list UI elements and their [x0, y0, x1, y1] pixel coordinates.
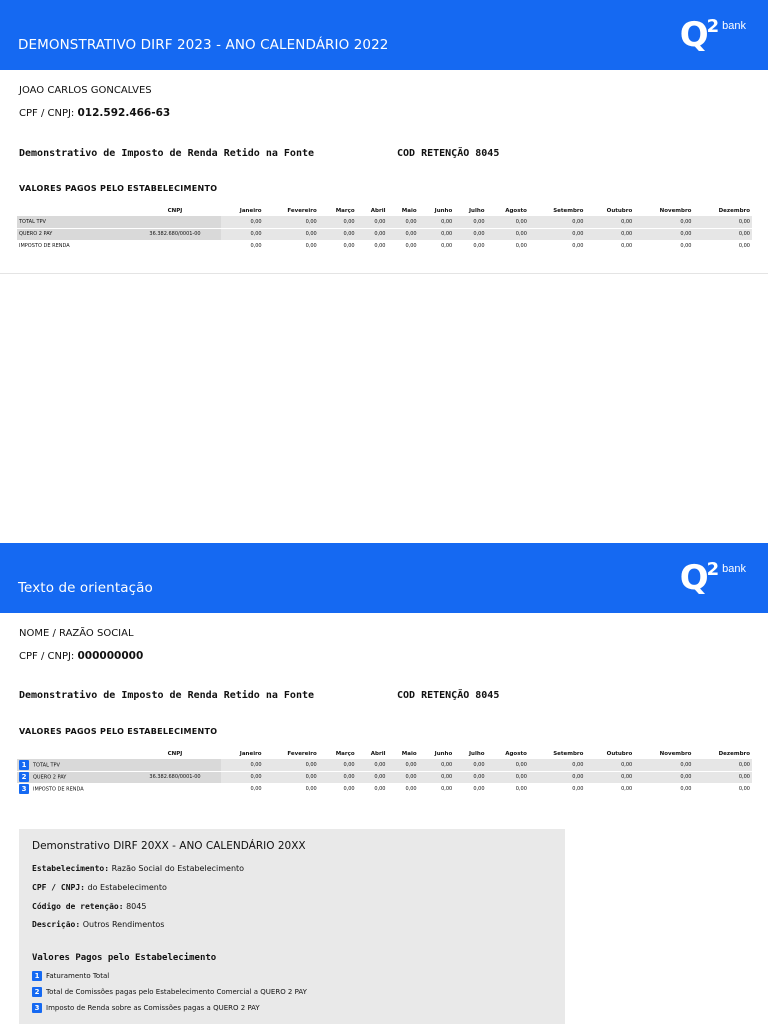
value-cell: 0,00: [529, 240, 586, 252]
value-cell: 0,00: [454, 759, 486, 771]
q2bank-logo: [679, 558, 746, 598]
guide-item: [32, 971, 109, 981]
page2-cpf-value: 000000000: [77, 650, 144, 662]
value-cell: 0,00: [693, 216, 752, 228]
page2-cpf: [19, 650, 143, 662]
value-cell: 0,00: [585, 216, 634, 228]
value-cell: 0,00: [387, 228, 418, 240]
logo-2: 2: [706, 559, 720, 580]
value-cell: 0,00: [634, 240, 693, 252]
value-cell: 0,00: [634, 216, 693, 228]
value-cell: 0,00: [221, 771, 264, 783]
cnpj-cell: [129, 216, 221, 228]
month-header: Junho: [434, 208, 453, 214]
value-cell: 0,00: [693, 759, 752, 771]
row-label-text: IMPOSTO DE RENDA: [19, 243, 70, 249]
page-divider: [0, 273, 768, 274]
value-cell: 0,00: [319, 216, 357, 228]
value-cell: 0,00: [634, 759, 693, 771]
guide-codigo: [32, 902, 146, 911]
row-label: [17, 228, 129, 240]
page1-cod-retencao: COD RETENÇÃO 8045: [397, 148, 500, 159]
value-cell: 0,00: [387, 216, 418, 228]
value-cell: 0,00: [454, 240, 486, 252]
number-badge-icon: 2: [32, 987, 42, 997]
value-cell: 0,00: [419, 783, 455, 795]
page1-cpf: [19, 107, 170, 119]
month-header: Dezembro: [718, 751, 750, 757]
guide-cpf: [32, 883, 167, 892]
value-cell: 0,00: [487, 240, 529, 252]
guide-item-text: Total de Comissões pagas pelo Estabelecimento Comercial a QUERO 2 PAY: [46, 988, 307, 996]
cnpj-cell: [129, 759, 221, 771]
value-cell: 0,00: [529, 771, 586, 783]
cnpj-cell: 36.382.680/0001-00: [129, 228, 221, 240]
page2-values-table: [17, 751, 752, 796]
value-cell: 0,00: [221, 240, 264, 252]
page2-section-title: VALORES PAGOS PELO ESTABELECIMENTO: [19, 727, 218, 736]
cnpj-cell: 36.382.680/0001-00: [129, 771, 221, 783]
month-header: Fevereiro: [287, 208, 317, 214]
row-label: [17, 783, 129, 795]
value-cell: 0,00: [487, 228, 529, 240]
value-cell: 0,00: [264, 216, 319, 228]
guide-title: Demonstrativo DIRF 20XX - ANO CALENDÁRIO 20XX: [32, 840, 306, 852]
guide-estabelecimento: [32, 864, 244, 873]
value-cell: 0,00: [264, 228, 319, 240]
value-cell: 0,00: [357, 216, 388, 228]
value-cell: 0,00: [529, 783, 586, 795]
month-header: Setembro: [553, 208, 584, 214]
month-header: Maio: [401, 751, 417, 757]
row-label-text: TOTAL TPV: [33, 762, 60, 769]
page1-cpf-label: CPF / CNPJ:: [19, 108, 75, 119]
month-header: Abril: [370, 208, 386, 214]
guide-item-text: Faturamento Total: [46, 972, 110, 980]
month-header: Novembro: [659, 208, 692, 214]
value-cell: 0,00: [693, 771, 752, 783]
value-cell: 0,00: [387, 771, 418, 783]
q2bank-logo: [679, 15, 746, 55]
month-header: Novembro: [659, 751, 692, 757]
value-cell: 0,00: [419, 228, 455, 240]
value-cell: 0,00: [319, 783, 357, 795]
month-header: Abril: [370, 751, 386, 757]
month-header: Outubro: [606, 208, 633, 214]
table-header-row: [17, 208, 752, 216]
value-cell: 0,00: [221, 216, 264, 228]
value-cell: 0,00: [585, 783, 634, 795]
guide-descricao: [32, 920, 164, 929]
page1-name: JOAO CARLOS GONCALVES: [19, 85, 152, 96]
value-cell: 0,00: [419, 759, 455, 771]
page2-header: [0, 543, 768, 613]
row-label-text: QUERO 2 PAY: [33, 774, 67, 781]
value-cell: 0,00: [585, 759, 634, 771]
page1-section-title: VALORES PAGOS PELO ESTABELECIMENTO: [19, 184, 218, 193]
value-cell: 0,00: [357, 759, 388, 771]
row-label: [17, 759, 129, 771]
guide-cpf-value: do Estabelecimento: [87, 883, 167, 892]
month-header: Outubro: [606, 751, 633, 757]
page2-cod-retencao: COD RETENÇÃO 8045: [397, 690, 500, 701]
guide-valores-title: Valores Pagos pelo Estabelecimento: [32, 953, 217, 963]
table-row: [17, 216, 752, 228]
row-label: [17, 240, 129, 252]
cnpj-header: CNPJ: [167, 751, 183, 757]
value-cell: 0,00: [319, 228, 357, 240]
row-label-text: QUERO 2 PAY: [19, 231, 53, 237]
guide-codigo-label: Código de retenção:: [32, 902, 124, 911]
row-label-header: [17, 751, 129, 759]
page1-header-title: DEMONSTRATIVO DIRF 2023 - ANO CALENDÁRIO 2022: [18, 37, 389, 53]
value-cell: 0,00: [454, 771, 486, 783]
month-header: Junho: [434, 751, 453, 757]
value-cell: 0,00: [487, 216, 529, 228]
value-cell: 0,00: [487, 783, 529, 795]
page2-demo-title: Demonstrativo de Imposto de Renda Retido na Fonte: [19, 690, 315, 701]
value-cell: 0,00: [319, 240, 357, 252]
page2-header-title: Texto de orientação: [18, 580, 153, 596]
guide-item: [32, 1003, 260, 1013]
value-cell: 0,00: [221, 228, 264, 240]
value-cell: 0,00: [529, 228, 586, 240]
month-header: Dezembro: [718, 208, 750, 214]
number-badge-icon: 3: [32, 1003, 42, 1013]
guide-item-text: Imposto de Renda sobre as Comissões pagas a QUERO 2 PAY: [46, 1004, 260, 1012]
guide-codigo-value: 8045: [126, 902, 147, 911]
month-header: Setembro: [553, 751, 584, 757]
value-cell: 0,00: [634, 771, 693, 783]
guide-descricao-value: Outros Rendimentos: [82, 920, 165, 929]
value-cell: 0,00: [357, 783, 388, 795]
value-cell: 0,00: [529, 216, 586, 228]
number-badge-icon: 3: [19, 784, 29, 794]
page2-name: NOME / RAZÃO SOCIAL: [19, 628, 134, 639]
row-label-text: TOTAL TPV: [19, 218, 46, 225]
value-cell: 0,00: [221, 759, 264, 771]
value-cell: 0,00: [487, 771, 529, 783]
row-label: [17, 216, 129, 228]
table-row: [17, 783, 752, 795]
table-row: [17, 228, 752, 240]
value-cell: 0,00: [319, 759, 357, 771]
value-cell: 0,00: [529, 759, 586, 771]
row-label-header: [17, 208, 129, 216]
value-cell: 0,00: [585, 228, 634, 240]
value-cell: 0,00: [387, 783, 418, 795]
value-cell: 0,00: [264, 240, 319, 252]
value-cell: 0,00: [264, 783, 319, 795]
table-row: [17, 240, 752, 252]
value-cell: 0,00: [221, 783, 264, 795]
value-cell: 0,00: [487, 759, 529, 771]
value-cell: 0,00: [357, 228, 388, 240]
guide-item: [32, 987, 307, 997]
value-cell: 0,00: [634, 228, 693, 240]
month-header: Janeiro: [239, 751, 262, 757]
number-badge-icon: 1: [32, 971, 42, 981]
month-header: Março: [335, 751, 355, 757]
logo-q: Q: [679, 558, 707, 598]
table-header-row: [17, 751, 752, 759]
page1-values-table: [17, 208, 752, 253]
value-cell: 0,00: [264, 759, 319, 771]
page1-header: [0, 0, 768, 70]
value-cell: 0,00: [387, 240, 418, 252]
logo-q: Q: [679, 15, 707, 55]
month-header: Agosto: [505, 751, 527, 757]
value-cell: 0,00: [454, 783, 486, 795]
row-label-text: IMPOSTO DE RENDA: [33, 786, 84, 793]
value-cell: 0,00: [419, 771, 455, 783]
guide-estabelecimento-value: Razão Social do Estabelecimento: [111, 864, 245, 873]
table-row: [17, 759, 752, 771]
logo-2: 2: [706, 16, 720, 37]
cnpj-cell: [129, 240, 221, 252]
value-cell: 0,00: [454, 228, 486, 240]
value-cell: 0,00: [693, 783, 752, 795]
page2-cpf-label: CPF / CNPJ:: [19, 651, 75, 662]
value-cell: 0,00: [419, 240, 455, 252]
value-cell: 0,00: [693, 240, 752, 252]
month-header: Março: [335, 208, 355, 214]
logo-bank: bank: [722, 20, 746, 32]
row-label: [17, 771, 129, 783]
month-header: Julho: [468, 208, 485, 214]
value-cell: 0,00: [264, 771, 319, 783]
value-cell: 0,00: [319, 771, 357, 783]
month-header: Julho: [468, 751, 485, 757]
number-badge-icon: 2: [19, 772, 29, 782]
value-cell: 0,00: [357, 771, 388, 783]
month-header: Maio: [401, 208, 417, 214]
value-cell: 0,00: [634, 783, 693, 795]
table-row: [17, 771, 752, 783]
month-header: Fevereiro: [287, 751, 317, 757]
value-cell: 0,00: [419, 216, 455, 228]
cnpj-header: CNPJ: [167, 208, 183, 214]
month-header: Janeiro: [239, 208, 262, 214]
month-header: Agosto: [505, 208, 527, 214]
value-cell: 0,00: [693, 228, 752, 240]
logo-bank: bank: [722, 563, 746, 575]
guide-cpf-label: CPF / CNPJ:: [32, 883, 85, 892]
guide-panel: [19, 829, 565, 1024]
value-cell: 0,00: [454, 216, 486, 228]
value-cell: 0,00: [585, 771, 634, 783]
value-cell: 0,00: [357, 240, 388, 252]
number-badge-icon: 1: [19, 760, 29, 770]
guide-estabelecimento-label: Estabelecimento:: [32, 864, 110, 873]
guide-descricao-label: Descrição:: [32, 920, 81, 929]
page1-demo-title: Demonstrativo de Imposto de Renda Retido na Fonte: [19, 148, 315, 159]
cnpj-cell: [129, 783, 221, 795]
page1-cpf-value: 012.592.466-63: [77, 107, 171, 119]
value-cell: 0,00: [387, 759, 418, 771]
value-cell: 0,00: [585, 240, 634, 252]
